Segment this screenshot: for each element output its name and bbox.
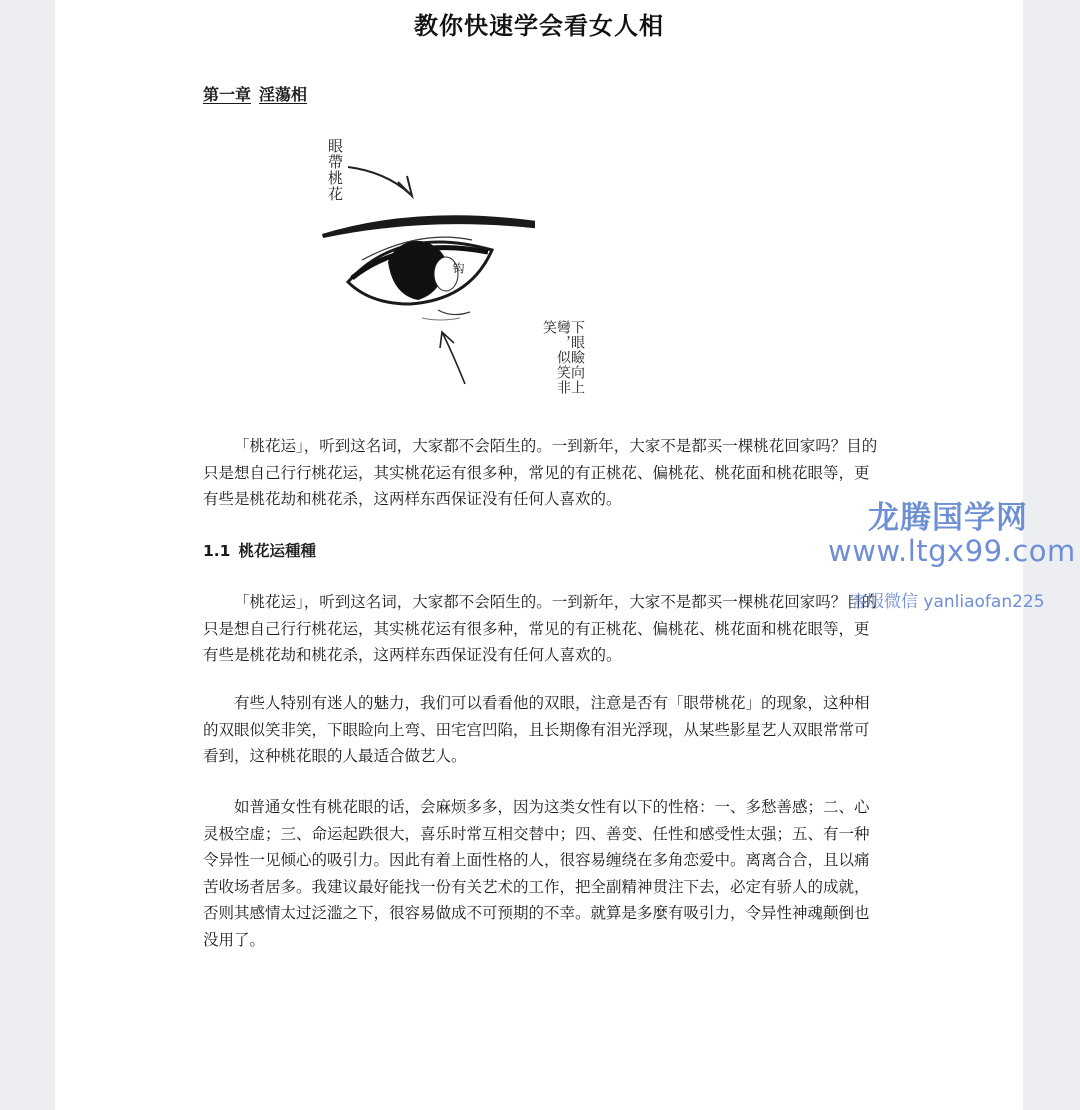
eyebrow: [322, 215, 535, 238]
chapter-heading: [203, 82, 307, 105]
lower-eyelid: [438, 310, 470, 315]
document-title: 教你快速学会看女人相: [414, 12, 664, 40]
body-paragraph: 「桃花运」，听到这名词，大家都不会陌生的。一到新年，大家不是都买一棵桃花回家吗？目的只是想自己行行桃花运，其实桃花运有很多种，常见的有正桃花、偏桃花、桃花面和桃花眼等，更有些是桃花劫和桃花杀，这两样东西保证没有任何人喜欢的。: [203, 593, 878, 664]
arrow-to-eyebrow: [348, 167, 410, 194]
section-number: 1.1: [203, 542, 231, 560]
figure-label-top: 眼帶桃花: [326, 138, 344, 202]
section-heading: [203, 539, 316, 561]
body-paragraph: 有些人特别有迷人的魅力，我们可以看看他的双眼，注意是否有「眼带桃花」的现象，这种相的双眼似笑非笑，下眼睑向上弯、田宅宫凹陷，且长期像有泪光浮现，从某些影星艺人双眼常常可看到，这种桃花眼的人最适合做艺人。: [203, 694, 870, 765]
watermark-site-name: 龙腾国学网: [868, 500, 1028, 536]
peach-blossom-eye-illustration: [260, 132, 585, 395]
section-name: 桃花运種種: [238, 542, 316, 560]
lower-eyelid-shadow: [422, 318, 460, 320]
body-paragraph: 如普通女性有桃花眼的话，会麻烦多多，因为这类女性有以下的性格：一、多愁善感；二、心灵极空虚；三、命运起跌很大，喜乐时常互相交替中；四、善变、任性和感受性太强；五、有一种令异性一见倾心的吸引力。因此有着上面性格的人，很容易缠绕在多角恋爱中。离离合合，且以痛苦收场者居多。我建议最好能找一份有关艺术的工作，把全副精神贯注下去，必定有骄人的成就，否则其感情太过泛滥之下，很容易做成不可预期的不幸。就算是多麼有吸引力，令异性神魂颠倒也没用了。: [203, 798, 870, 949]
figure-label-pupil: 钩: [451, 262, 465, 275]
chapter-name: 淫蕩相: [259, 85, 308, 104]
arrow-to-lower-eyelid: [442, 332, 465, 384]
chapter-number: 第一章: [203, 85, 252, 104]
eye-drawing: [260, 132, 535, 390]
arrow-to-lower-eyelid-head: [440, 332, 454, 348]
figure-label-right: 下眼瞼向上彎，似笑非笑: [541, 320, 585, 395]
watermark-contact: 客服微信 yanliaofan225: [850, 592, 1045, 612]
watermark-site-url: www.ltgx99.com: [828, 534, 1076, 568]
intro-paragraph: 「桃花运」，听到这名词，大家都不会陌生的。一到新年，大家不是都买一棵桃花回家吗？目的只是想自己行行桃花运，其实桃花运有很多种，常见的有正桃花、偏桃花、桃花面和桃花眼等，更有些是桃花劫和桃花杀，这两样东西保证没有任何人喜欢的。: [203, 437, 878, 508]
